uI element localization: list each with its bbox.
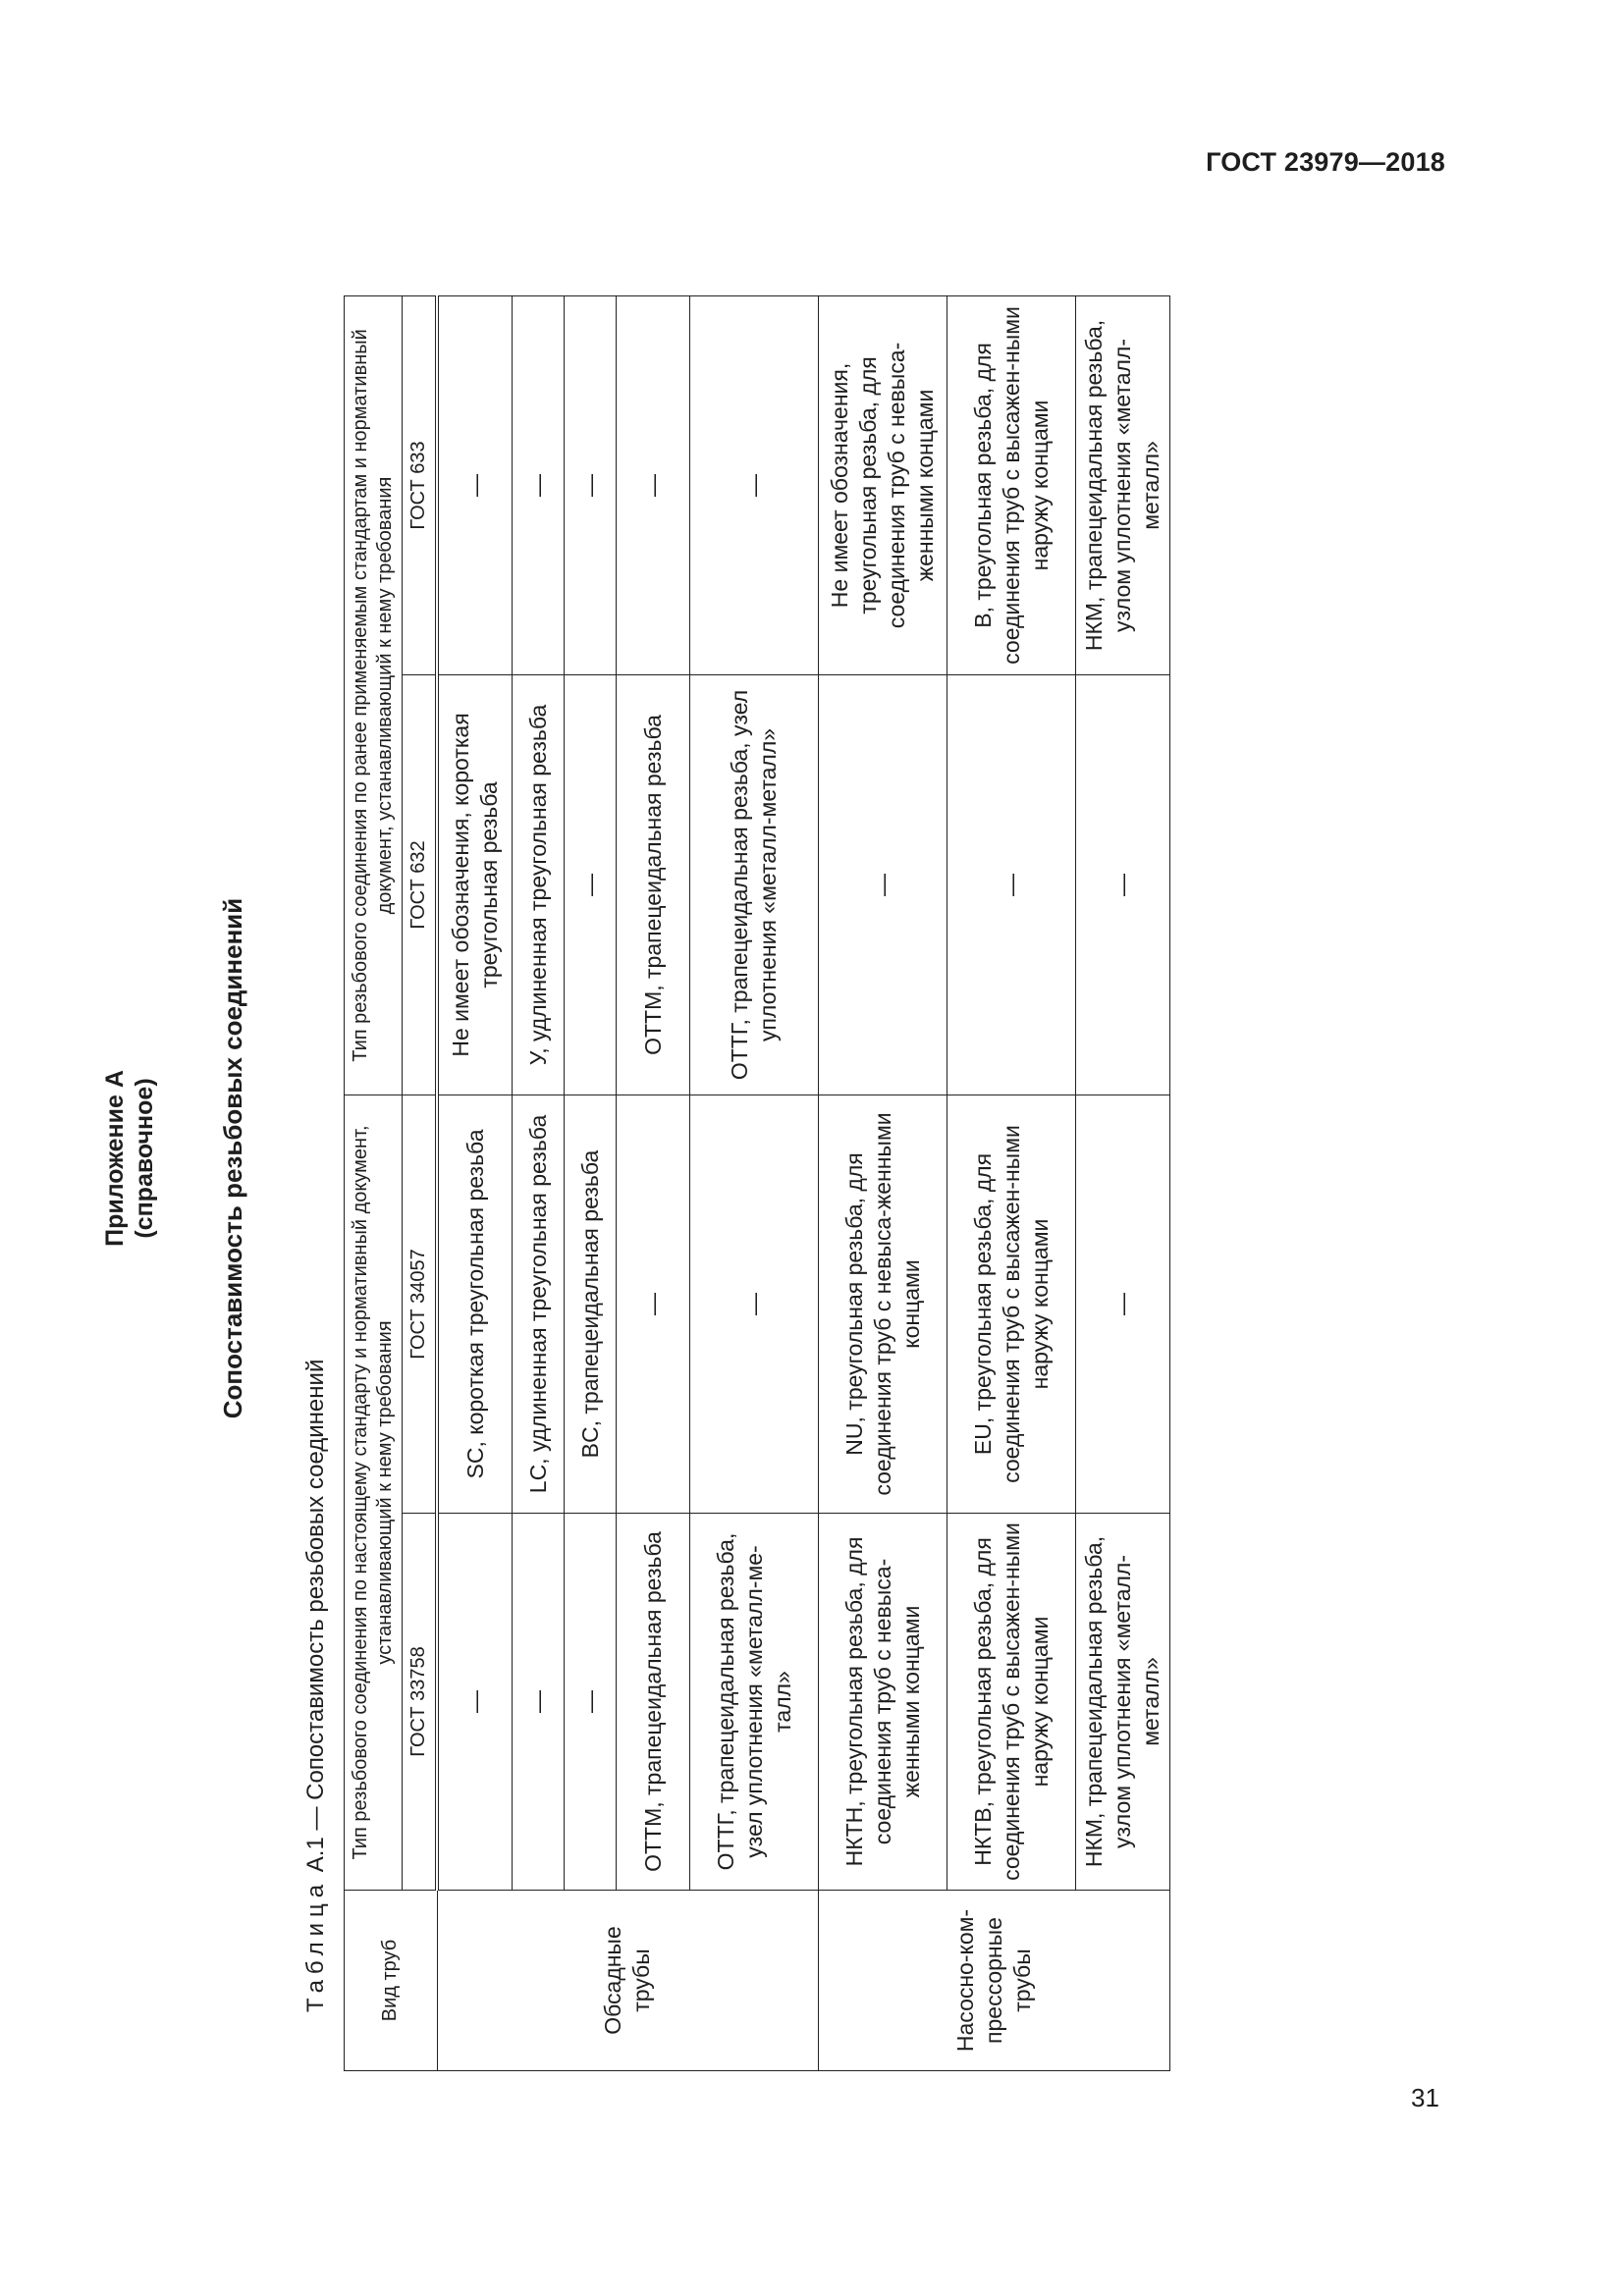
subheader-row xyxy=(403,295,438,2070)
cell-gost-632: ОТТГ, трапецеидальная резьба, узел уплотнения «металл-металл» xyxy=(690,674,819,1095)
table-row xyxy=(690,295,819,2070)
header-row xyxy=(345,295,403,2070)
cell-gost-33758: ОТТМ, трапецеидальная резьба xyxy=(617,1514,690,1891)
group-tubing: Насосно-ком-прессорные трубы xyxy=(819,1891,1170,2071)
cell-gost-633: — xyxy=(437,295,513,674)
table-row xyxy=(617,295,690,2070)
cell-gost-632: Не имеет обозначения, короткая треугольная резьба xyxy=(437,674,513,1095)
table-row xyxy=(947,295,1076,2070)
cell-gost-633: — xyxy=(565,295,617,674)
table-caption-lead: Таблица xyxy=(302,1878,329,2012)
cell-gost-34057: NU, треугольная резьба, для соединения труб с невыса-женными концами xyxy=(819,1095,947,1513)
cell-gost-633: — xyxy=(617,295,690,674)
header-pipe-type: Вид труб xyxy=(345,1891,438,2071)
cell-gost-633: Не имеет обозначения, треугольная резьба, для соединения труб с невыса-женными концами xyxy=(819,295,947,674)
group-casing: Обсадные трубы xyxy=(437,1891,819,2071)
cell-gost-633: В, треугольная резьба, для соединения труб с высажен-ными наружу концами xyxy=(947,295,1076,674)
table-row xyxy=(565,295,617,2070)
table-caption-text: А.1 — Сопоставимость резьбовых соединений xyxy=(302,1359,329,1879)
cell-gost-632: — xyxy=(565,674,617,1095)
header-current-standard: Тип резьбового соединения по настоящему стандарту и нормативный документ, устанавливающий к нему требования xyxy=(345,1095,403,1890)
cell-gost-633: — xyxy=(513,295,565,674)
cell-gost-33758: — xyxy=(437,1514,513,1891)
annex-title: Приложение А xyxy=(101,1070,129,1247)
header-gost-33758: ГОСТ 33758 xyxy=(403,1514,438,1891)
cell-gost-632: — xyxy=(819,674,947,1095)
page-number: 31 xyxy=(1411,2083,1439,2112)
header-previous-standards: Тип резьбового соединения по ранее применяемым стандартам и нормативный документ, устанавливающий к нему требования xyxy=(345,295,403,1095)
cell-gost-34057: SC, короткая треугольная резьба xyxy=(437,1095,513,1513)
cell-gost-33758: НКМ, трапецеидальная резьба, узлом уплотнения «металл-металл» xyxy=(1076,1514,1170,1891)
table-row xyxy=(437,295,513,2070)
annex-subtitle: (справочное) xyxy=(131,1078,158,1239)
cell-gost-34057: — xyxy=(1076,1095,1170,1513)
header-gost-34057: ГОСТ 34057 xyxy=(403,1095,438,1513)
annex-heading xyxy=(100,245,159,2071)
cell-gost-632: — xyxy=(1076,674,1170,1095)
cell-gost-34057: — xyxy=(617,1095,690,1513)
rotated-content xyxy=(100,245,1327,2071)
cell-gost-632: — xyxy=(947,674,1076,1095)
table-row xyxy=(1076,295,1170,2070)
section-title: Сопоставимость резьбовых соединений xyxy=(218,897,247,1419)
document-id: ГОСТ 23979—2018 xyxy=(1206,147,1445,177)
table-row xyxy=(513,295,565,2070)
cell-gost-34057: EU, треугольная резьба, для соединения труб с высажен-ными наружу концами xyxy=(947,1095,1076,1513)
cell-gost-33758: НКТВ, треугольная резьба, для соединения труб с высажен-ными наружу концами xyxy=(947,1514,1076,1891)
cell-gost-33758: НКТН, треугольная резьба, для соединения труб с невыса-женными концами xyxy=(819,1514,947,1891)
cell-gost-34057: LC, удлиненная треугольная резьба xyxy=(513,1095,565,1513)
cell-gost-34057: — xyxy=(690,1095,819,1513)
comparison-table xyxy=(344,295,1170,2071)
table-caption xyxy=(302,1360,330,2012)
cell-gost-34057: BC, трапецеидальная резьба xyxy=(565,1095,617,1513)
header-gost-632: ГОСТ 632 xyxy=(403,674,438,1095)
cell-gost-632: ОТТМ, трапецеидальная резьба xyxy=(617,674,690,1095)
header-gost-633: ГОСТ 633 xyxy=(403,295,438,674)
cell-gost-632: У, удлиненная треугольная резьба xyxy=(513,674,565,1095)
cell-gost-33758: — xyxy=(565,1514,617,1891)
cell-gost-33758: — xyxy=(513,1514,565,1891)
cell-gost-633: — xyxy=(690,295,819,674)
cell-gost-33758: ОТТГ, трапецеидальная резьба, узел уплотнения «металл-ме-талл» xyxy=(690,1514,819,1891)
cell-gost-633: НКМ, трапецеидальная резьба, узлом уплотнения «металл-металл» xyxy=(1076,295,1170,674)
table-row xyxy=(819,295,947,2070)
